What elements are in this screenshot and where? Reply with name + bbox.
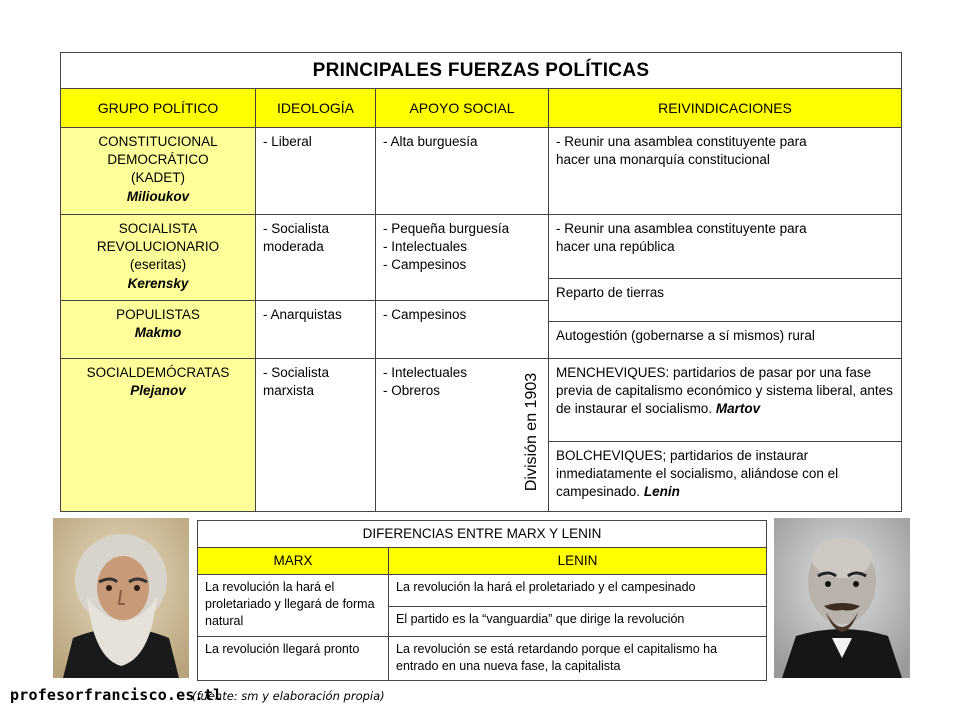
footer-site: profesorfrancisco.es.tl: [10, 686, 223, 704]
group-name-line: CONSTITUCIONAL: [98, 134, 218, 149]
ideology-line: - Socialista: [263, 365, 330, 380]
marx-portrait: [53, 518, 189, 678]
bolcheviques-text: BOLCHEVIQUES; partidarios de instaurar inmediatamente el socialismo, aliándose con el campesinado.: [556, 448, 839, 500]
group-name-line: (KADET): [131, 170, 185, 186]
ideology-kadet: [255, 127, 376, 215]
division-1903-text: División en 1903: [523, 372, 541, 492]
claim-reparto-tierras: Reparto de tierras: [548, 278, 902, 322]
group-name-line: POPULISTAS: [116, 307, 200, 322]
diff-marx-2: La revolución llegará pronto: [197, 636, 389, 681]
claims-line: hacer una monarquía constitucional: [556, 152, 770, 168]
mencheviques-text: MENCHEVIQUES: partidarios de pasar por una fase previa de capitalismo económico y sistema liberal, antes de instaurar el socialismo.: [556, 365, 893, 417]
mencheviques-leader: Martov: [715, 401, 761, 417]
diff-marx-1: La revolución la hará el proletariado y llegará de forma natural: [197, 574, 389, 637]
ideology-socialdemocratas: [255, 358, 376, 512]
support-populistas: [375, 300, 549, 359]
ideology-socialista-revolucionario: [255, 214, 376, 301]
group-socialdemocratas: [60, 358, 256, 512]
lenin-portrait: [774, 518, 910, 678]
claims-socialista-revolucionario: [548, 214, 902, 279]
ideology-populistas: [255, 300, 376, 359]
diff-lenin-1a: La revolución la hará el proletariado y el campesinado: [388, 574, 767, 607]
claims-line: - Reunir una asamblea constituyente para: [556, 134, 807, 149]
group-name-line: SOCIALDEMÓCRATAS: [86, 365, 230, 380]
diff-lenin-2: La revolución se está retardando porque el capitalismo ha entrado en una nueva fase, la capitalista: [388, 636, 767, 681]
ideology-line: - Liberal: [263, 134, 312, 149]
support-line: - Pequeña burguesía: [383, 221, 510, 236]
division-1903-label: [518, 359, 546, 505]
bolcheviques-leader: Lenin: [643, 484, 680, 500]
footer-source: (fuente: sm y elaboración propia): [192, 689, 385, 703]
marx-portrait-image: [53, 518, 189, 678]
claims-line: hacer una república: [556, 239, 675, 255]
support-socialista-revolucionario: [375, 214, 549, 301]
group-leader: Plejanov: [130, 383, 186, 399]
support-line: - Campesinos: [383, 307, 467, 322]
ideology-line: - Socialista: [263, 221, 330, 236]
header-grupo-politico: GRUPO POLÍTICO: [60, 88, 256, 128]
diff-header-lenin: LENIN: [388, 547, 767, 575]
group-name-line: REVOLUCIONARIO: [96, 239, 220, 255]
support-line: - Obreros: [383, 383, 441, 399]
group-name-line: SOCIALISTA: [118, 221, 198, 236]
group-leader: Makmo: [134, 325, 182, 341]
support-line: - Alta burguesía: [383, 134, 478, 149]
group-socialista-revolucionario: [60, 214, 256, 301]
ideology-line: - Anarquistas: [263, 307, 342, 322]
support-line: - Intelectuales: [383, 239, 468, 255]
claims-kadet: [548, 127, 902, 215]
group-populistas: [60, 300, 256, 359]
group-name-line: DEMOCRÁTICO: [107, 152, 209, 168]
group-leader: Milioukov: [126, 188, 190, 204]
ideology-line: marxista: [263, 383, 315, 399]
claims-bolcheviques: [548, 441, 902, 512]
support-line: - Campesinos: [383, 257, 467, 273]
ideology-line: moderada: [263, 239, 324, 255]
lenin-portrait-image: [774, 518, 910, 678]
header-ideologia: IDEOLOGÍA: [255, 88, 376, 128]
diff-table-title: DIFERENCIAS ENTRE MARX Y LENIN: [197, 520, 767, 548]
group-kadet: [60, 127, 256, 215]
main-table-title: PRINCIPALES FUERZAS POLÍTICAS: [60, 52, 902, 89]
header-apoyo-social: APOYO SOCIAL: [375, 88, 549, 128]
claim-autogestion: Autogestión (gobernarse a sí mismos) rural: [548, 321, 902, 359]
claims-mencheviques: [548, 358, 902, 442]
diff-lenin-1b: El partido es la “vanguardia” que dirige la revolución: [388, 606, 767, 637]
diff-header-marx: MARX: [197, 547, 389, 575]
group-name-line: (eseritas): [129, 257, 187, 273]
support-line: - Intelectuales: [383, 365, 468, 380]
header-reivindicaciones: REIVINDICACIONES: [548, 88, 902, 128]
support-kadet: [375, 127, 549, 215]
group-leader: Kerensky: [127, 275, 189, 291]
claims-line: - Reunir una asamblea constituyente para: [556, 221, 807, 236]
